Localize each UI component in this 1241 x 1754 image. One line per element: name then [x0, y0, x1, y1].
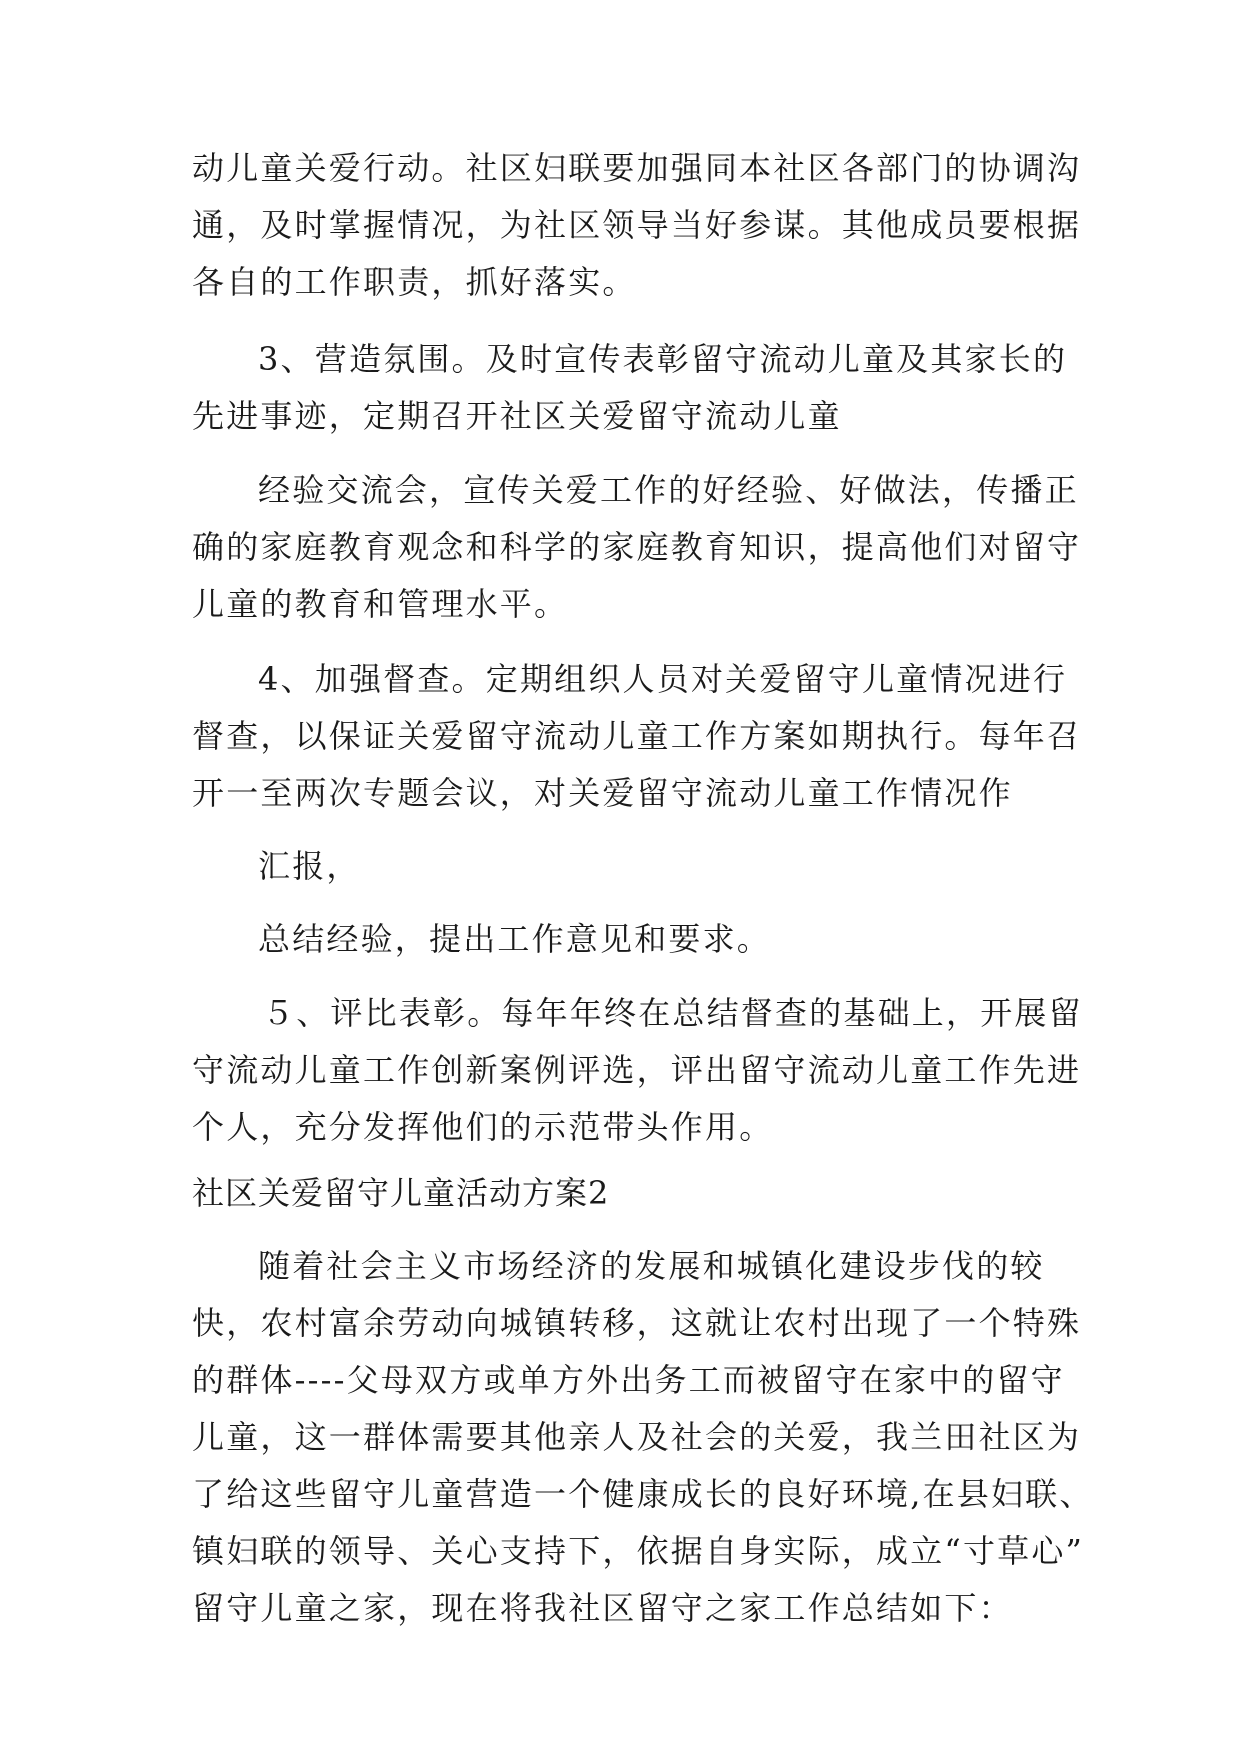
- text-line: 快，农村富余劳动向城镇转移，这就让农村出现了一个特殊: [192, 1304, 1082, 1342]
- text-line: 确的家庭教育观念和科学的家庭教育知识，提高他们对留守: [192, 528, 1082, 566]
- text-line: 督查，以保证关爱留守流动儿童工作方案如期执行。每年召: [192, 717, 1082, 755]
- text-line: 儿童的教育和管理水平。: [192, 585, 569, 623]
- text-line: 汇报，: [258, 847, 361, 885]
- text-line: 4、加强督查。定期组织人员对关爱留守儿童情况进行: [258, 660, 1068, 698]
- text-line: 儿童，这一群体需要其他亲人及社会的关爱，我兰田社区为: [192, 1418, 1082, 1456]
- section-heading: 社区关爱留守儿童活动方案2: [192, 1174, 610, 1212]
- text-line: 先进事迹，定期召开社区关爱留守流动儿童: [192, 397, 842, 435]
- text-line: 个人，充分发挥他们的示范带头作用。: [192, 1108, 774, 1146]
- text-line: 开一至两次专题会议，对关爱留守流动儿童工作情况作: [192, 774, 1013, 812]
- text-line: ５、评比表彰。每年年终在总结督查的基础上，开展留: [262, 994, 1083, 1032]
- text-line: 经验交流会，宣传关爱工作的好经验、好做法，传播正: [258, 471, 1079, 509]
- text-line: 随着社会主义市场经济的发展和城镇化建设步伐的较: [258, 1247, 1045, 1285]
- text-line: 通，及时掌握情况，为社区领导当好参谋。其他成员要根据: [192, 206, 1082, 244]
- text-line: 了给这些留守儿童营造一个健康成长的良好环境,在县妇联、: [192, 1475, 1094, 1513]
- text-line: 各自的工作职责，抓好落实。: [192, 263, 637, 301]
- text-line: 总结经验，提出工作意见和要求。: [258, 920, 772, 958]
- text-line: 3、营造氛围。及时宣传表彰留守流动儿童及其家长的: [258, 340, 1068, 378]
- text-line: 留守儿童之家，现在将我社区留守之家工作总结如下：: [192, 1589, 1013, 1627]
- text-line: 动儿童关爱行动。社区妇联要加强同本社区各部门的协调沟: [192, 149, 1082, 187]
- text-line: 的群体----父母双方或单方外出务工而被留守在家中的留守: [192, 1361, 1065, 1399]
- text-line: 镇妇联的领导、关心支持下，依据自身实际，成立“寸草心”: [192, 1532, 1085, 1570]
- text-line: 守流动儿童工作创新案例评选，评出留守流动儿童工作先进: [192, 1051, 1082, 1089]
